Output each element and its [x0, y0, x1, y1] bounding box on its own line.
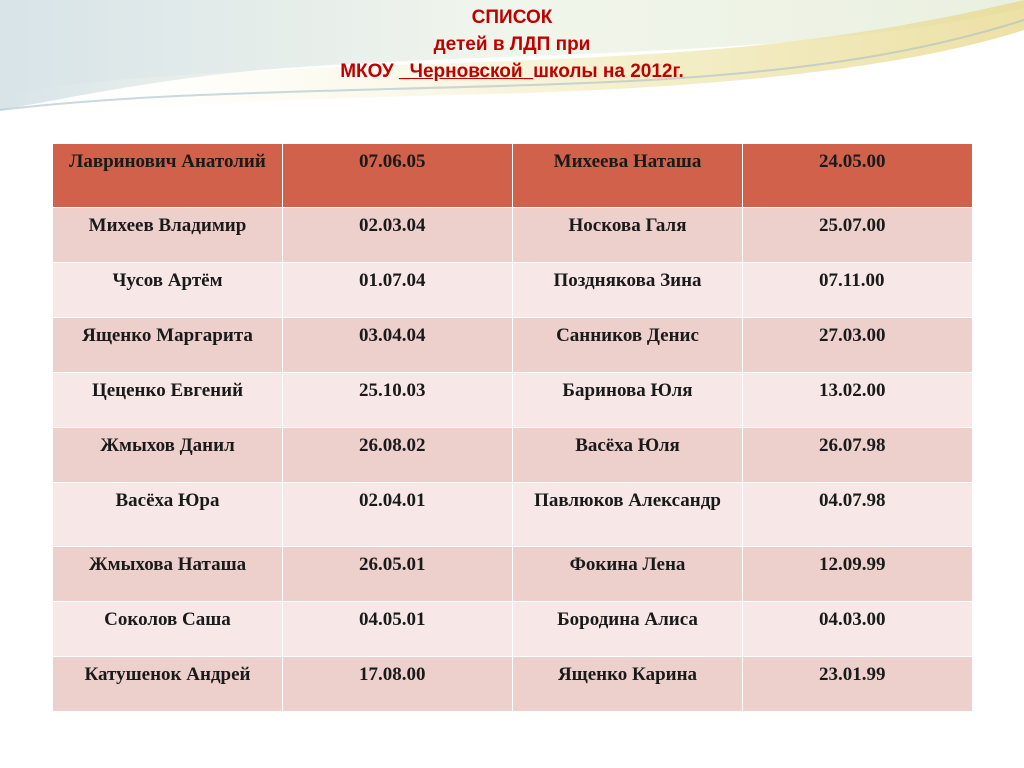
- child-name: Катушенок Андрей: [53, 657, 283, 712]
- birth-date: 25.10.03: [283, 373, 513, 428]
- table-row: [53, 318, 973, 373]
- table-row: [53, 602, 973, 657]
- birth-date: 24.05.00: [743, 144, 973, 208]
- child-name: Жмыхова Наташа: [53, 547, 283, 602]
- child-name: Фокина Лена: [513, 547, 743, 602]
- table-row: [53, 373, 973, 428]
- child-name: Бородина Алиса: [513, 602, 743, 657]
- title-line-3-prefix: МКОУ: [340, 61, 400, 82]
- child-name: Баринова Юля: [513, 373, 743, 428]
- page-title: [0, 4, 1024, 85]
- child-name: Васёха Юра: [53, 483, 283, 547]
- birth-date: 17.08.00: [283, 657, 513, 712]
- birth-date: 13.02.00: [743, 373, 973, 428]
- title-school-name: _Черновской_: [399, 61, 534, 82]
- table-row: [53, 483, 973, 547]
- birth-date: 01.07.04: [283, 263, 513, 318]
- birth-date: 12.09.99: [743, 547, 973, 602]
- title-line-1: СПИСОК: [471, 7, 553, 28]
- child-name: Михеев Владимир: [53, 208, 283, 263]
- child-name: Михеева Наташа: [513, 144, 743, 208]
- child-name: Цеценко Евгений: [53, 373, 283, 428]
- table-row: [53, 263, 973, 318]
- birth-date: 26.08.02: [283, 428, 513, 483]
- child-name: Санников Денис: [513, 318, 743, 373]
- table-row: [53, 144, 973, 208]
- child-name: Павлюков Александр: [513, 483, 743, 547]
- birth-date: 02.03.04: [283, 208, 513, 263]
- child-name: Чусов Артём: [53, 263, 283, 318]
- child-name: Лавринович Анатолий: [53, 144, 283, 208]
- child-name: Ященко Маргарита: [53, 318, 283, 373]
- child-name: Позднякова Зина: [513, 263, 743, 318]
- birth-date: 03.04.04: [283, 318, 513, 373]
- table-row: [53, 428, 973, 483]
- children-list-table: [52, 143, 973, 712]
- child-name: Соколов Саша: [53, 602, 283, 657]
- birth-date: 04.05.01: [283, 602, 513, 657]
- table-row: [53, 547, 973, 602]
- child-name: Васёха Юля: [513, 428, 743, 483]
- birth-date: 26.05.01: [283, 547, 513, 602]
- birth-date: 04.03.00: [743, 602, 973, 657]
- birth-date: 26.07.98: [743, 428, 973, 483]
- child-name: Носкова Галя: [513, 208, 743, 263]
- child-name: Ященко Карина: [513, 657, 743, 712]
- birth-date: 07.11.00: [743, 263, 973, 318]
- title-line-3: [0, 58, 1024, 85]
- table-row: [53, 657, 973, 712]
- child-name: Жмыхов Данил: [53, 428, 283, 483]
- table-row: [53, 208, 973, 263]
- birth-date: 02.04.01: [283, 483, 513, 547]
- birth-date: 04.07.98: [743, 483, 973, 547]
- birth-date: 23.01.99: [743, 657, 973, 712]
- title-line-2: детей в ЛДП при: [433, 34, 591, 55]
- birth-date: 07.06.05: [283, 144, 513, 208]
- birth-date: 27.03.00: [743, 318, 973, 373]
- birth-date: 25.07.00: [743, 208, 973, 263]
- title-line-3-suffix: школы на 2012г.: [533, 61, 684, 82]
